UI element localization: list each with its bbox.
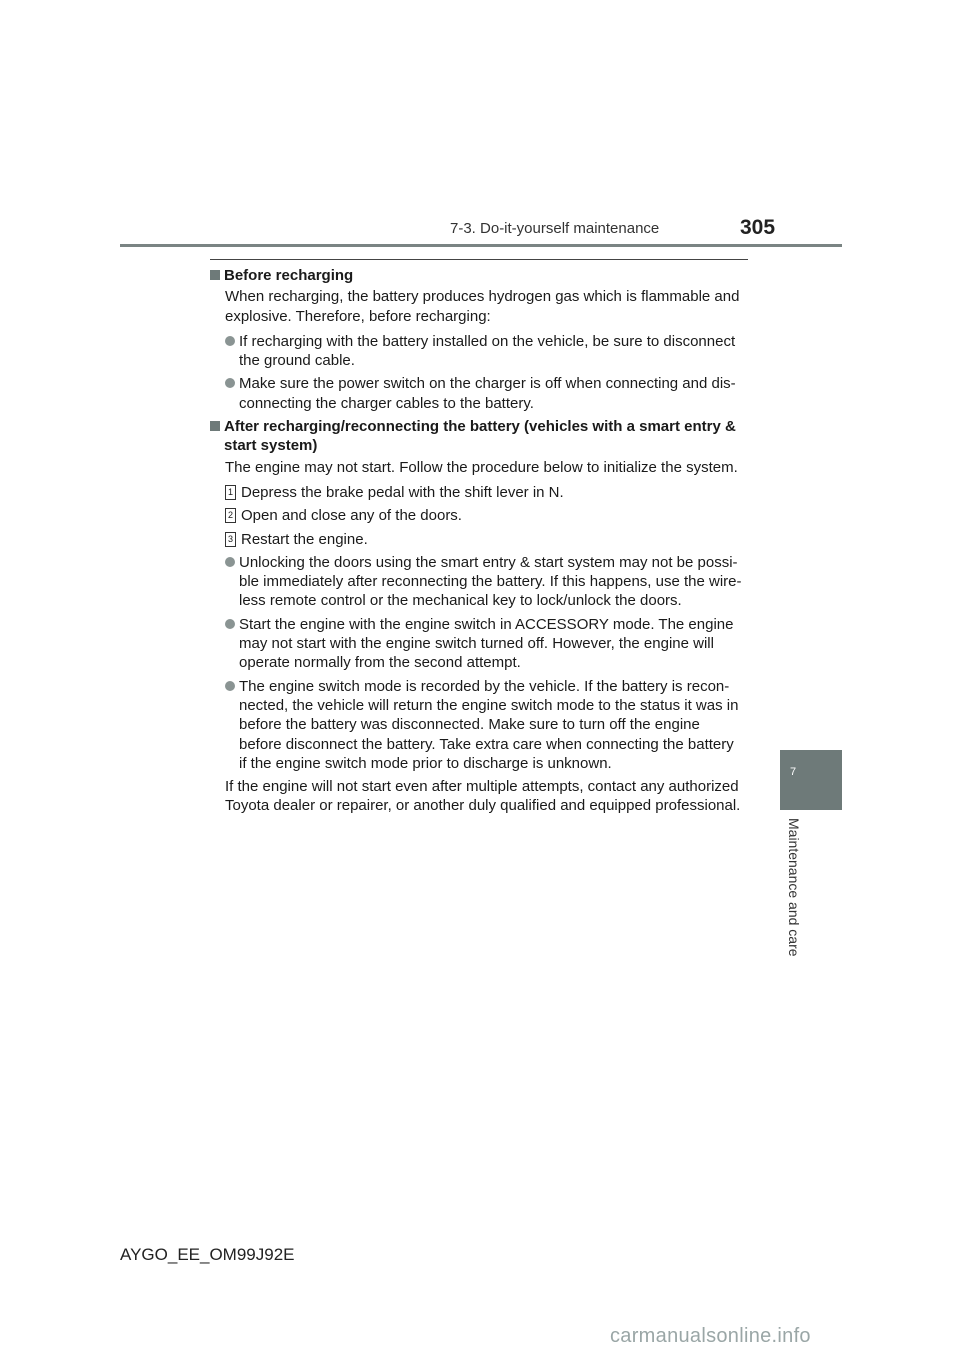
step-item <box>210 483 750 502</box>
bullet-line: before the battery was disconnected. Make sure to turn off the engine <box>239 716 700 734</box>
step-text: Restart the engine. <box>241 530 368 548</box>
bullet-line: If recharging with the battery installed on the vehicle, be sure to disconnect <box>239 332 736 350</box>
heading-text: Before recharging <box>224 267 354 284</box>
bullet-line: nected, the vehicle will return the engine switch mode to the status it was in <box>239 696 739 714</box>
heading-text: start system) <box>224 437 318 455</box>
chapter-tab-number: 7 <box>790 766 797 778</box>
step-item <box>210 530 750 549</box>
bullet-item <box>210 677 750 773</box>
step-number: 2 <box>225 508 236 523</box>
heading-after-recharging <box>210 417 750 456</box>
chapter-tab <box>780 750 842 810</box>
paragraph-line: Toyota dealer or repairer, or another duly qualified and equipped professional. <box>225 797 741 815</box>
bullet-line: operate normally from the second attempt. <box>239 654 521 672</box>
heading-before-recharging <box>210 266 750 285</box>
paragraph: The engine may not start. Follow the procedure below to initialize the system. <box>225 458 738 476</box>
chapter-tab-label: Maintenance and care <box>786 818 802 957</box>
paragraph-line: If the engine will not start even after multiple attempts, contact any authorized <box>225 778 739 796</box>
bullet-line: Unlocking the doors using the smart entry & start system may not be possi- <box>239 553 738 571</box>
step-text: Depress the brake pedal with the shift lever in N. <box>241 483 564 501</box>
header-divider <box>120 244 842 247</box>
bullet-line: the ground cable. <box>239 352 355 370</box>
closing-paragraph <box>210 777 750 816</box>
round-bullet-icon <box>225 681 235 691</box>
bullet-item <box>210 332 750 371</box>
paragraph-line: explosive. Therefore, before recharging: <box>225 307 491 325</box>
bullet-item <box>210 615 750 673</box>
paragraph <box>210 287 750 326</box>
bullet-line: ble immediately after reconnecting the battery. If this happens, use the wire- <box>239 573 742 591</box>
step-text: Open and close any of the doors. <box>241 507 462 525</box>
bullet-line: if the engine switch mode prior to discharge is unknown. <box>239 754 612 772</box>
bullet-line: connecting the charger cables to the battery. <box>239 394 534 412</box>
bullet-line: Make sure the power switch on the charger is off when connecting and dis- <box>239 375 736 393</box>
bullet-item <box>210 374 750 413</box>
step-number: 1 <box>225 485 236 500</box>
round-bullet-icon <box>225 336 235 346</box>
bullet-item <box>210 553 750 611</box>
round-bullet-icon <box>225 557 235 567</box>
watermark: carmanualsonline.info <box>610 1325 811 1347</box>
round-bullet-icon <box>225 378 235 388</box>
step-number: 3 <box>225 532 236 547</box>
bullet-line: less remote control or the mechanical key to lock/unlock the doors. <box>239 592 682 610</box>
bullet-line: Start the engine with the engine switch in ACCESSORY mode. The engine <box>239 615 734 633</box>
bullet-line: The engine switch mode is recorded by the vehicle. If the battery is recon- <box>239 677 730 695</box>
document-code: AYGO_EE_OM99J92E <box>120 1245 295 1264</box>
step-item <box>210 506 750 525</box>
paragraph-line: When recharging, the battery produces hydrogen gas which is flammable and <box>225 288 740 306</box>
square-bullet-icon <box>210 270 220 280</box>
page-content <box>210 266 750 816</box>
heading-text: After recharging/reconnecting the battery (vehicles with a smart entry & <box>224 418 736 436</box>
section-title: 7-3. Do-it-yourself maintenance <box>450 220 660 237</box>
page-number: 305 <box>740 216 776 239</box>
content-divider <box>210 259 748 260</box>
square-bullet-icon <box>210 421 220 431</box>
round-bullet-icon <box>225 619 235 629</box>
bullet-line: before disconnect the battery. Take extra care when connecting the battery <box>239 735 734 753</box>
bullet-line: may not start with the engine switch turned off. However, the engine will <box>239 635 714 653</box>
